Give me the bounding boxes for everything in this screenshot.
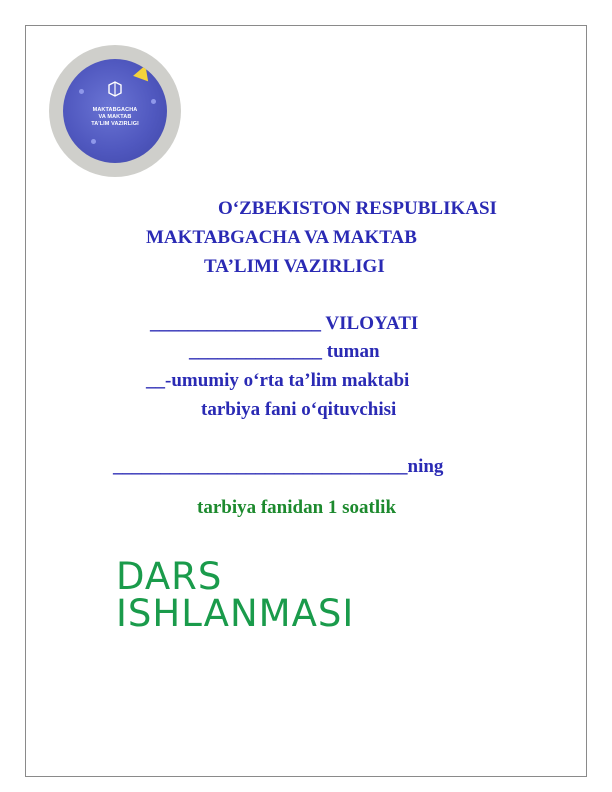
logo-text-line: MAKTABGACHA <box>92 107 138 113</box>
school-field: __-umumiy o‘rta ta’lim maktabi <box>146 370 410 391</box>
district-field: ______________ tuman <box>189 341 380 362</box>
logo-text-line: TA'LIM VAZIRLIGI <box>91 121 139 127</box>
logo-badge <box>63 59 167 163</box>
dot-icon <box>79 89 84 94</box>
book-icon <box>107 81 123 99</box>
document-title <box>116 555 355 635</box>
dot-icon <box>91 139 96 144</box>
lesson-subtitle: tarbiya fanidan 1 soatlik <box>197 497 397 518</box>
ministry-logo <box>49 45 181 177</box>
header-country: O‘ZBEKISTON RESPUBLIKASI <box>218 198 497 219</box>
spark-icon <box>133 63 153 82</box>
title-line: ISHLANMASI <box>116 592 355 635</box>
teacher-label: tarbiya fani o‘qituvchisi <box>201 399 397 420</box>
header-ministry: MAKTABGACHA VA MAKTAB <box>146 227 417 248</box>
region-field: __________________ VILOYATI <box>150 313 419 334</box>
header-ministry-cont: TA’LIMI VAZIRLIGI <box>204 256 385 277</box>
dot-icon <box>151 99 156 104</box>
logo-text <box>63 107 167 128</box>
logo-text-line: VA MAKTAB <box>98 114 132 120</box>
title-line: DARS <box>116 555 223 598</box>
teacher-name-field: _______________________________ning <box>113 456 444 477</box>
